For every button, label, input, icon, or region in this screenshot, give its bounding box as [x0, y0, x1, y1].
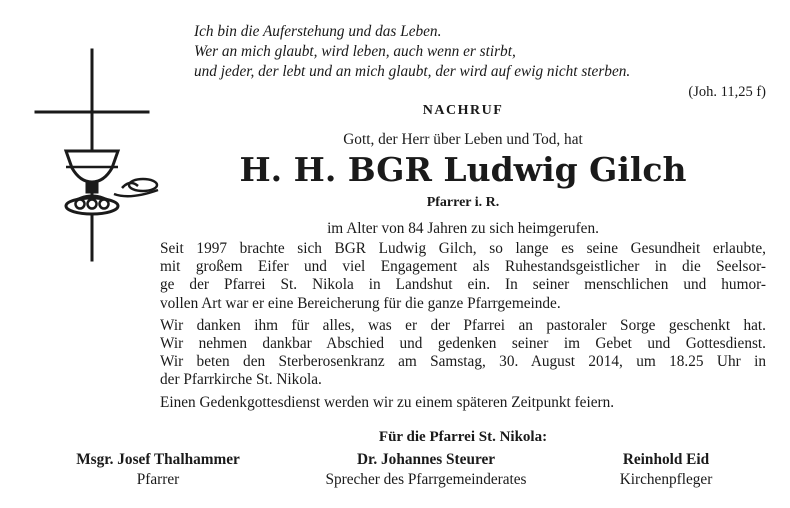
text-line: ge der Pfarrei St. Nikola in Landshut ein. In seiner menschlichen und humor-	[160, 276, 766, 294]
text-line: Wir danken ihm für alles, was er der Pfarrei an pastoraler Sorge geschenkt hat.	[160, 316, 766, 334]
text-line: Wir beten den Sterberosenkranz am Samstag, 30. August 2014, um 18.25 Uhr in	[160, 353, 766, 371]
bible-quote	[194, 22, 766, 102]
signer-name: Dr. Johannes Steurer	[356, 451, 496, 468]
heading-nachruf: NACHRUF	[422, 103, 504, 118]
signatures-heading: Für die Pfarrei St. Nikola:	[378, 429, 548, 445]
age-line: im Alter von 84 Jahren zu sich heimgerufen.	[327, 220, 599, 237]
paragraph	[160, 317, 766, 390]
text-line: vollen Art war er eine Bereicherung für die ganze Pfarrgemeinde.	[160, 294, 561, 312]
text-line: der Pfarrkirche St. Nikola.	[160, 371, 322, 389]
quote-line: und jeder, der lebt und an mich glaubt, der wird auf ewig nicht sterben.	[194, 63, 631, 80]
deceased-title: Pfarrer i. R.	[426, 195, 500, 210]
text-line: mit großem Eifer und viel Engagement als Ruhestandsgeistlicher in die Seelsor-	[160, 258, 766, 276]
signature-thalhammer	[50, 450, 266, 490]
quote-line: Ich bin die Auferstehung und das Leben.	[194, 23, 442, 40]
signer-name: Reinhold Eid	[622, 451, 710, 468]
paragraph	[160, 240, 766, 313]
signer-role: Kirchenpfleger	[619, 471, 713, 488]
signature-steurer	[288, 450, 564, 490]
obituary-body	[160, 240, 766, 416]
signer-name: Msgr. Josef Thalhammer	[76, 451, 240, 468]
cross-chalice-bread-icon	[30, 48, 165, 263]
signer-role: Pfarrer	[136, 471, 180, 488]
signature-eid	[586, 450, 746, 490]
quote-source: (Joh. 11,25 f)	[688, 84, 766, 100]
deceased-name: H. H. BGR Ludwig Gilch	[239, 150, 687, 189]
text-line: Wir nehmen dankbar Abschied und gedenken seiner im Gebet und Gottesdienst.	[160, 335, 766, 353]
intro-line: Gott, der Herr über Leben und Tod, hat	[343, 131, 583, 148]
text-line: Seit 1997 brachte sich BGR Ludwig Gilch, so lange es seine Gesundheit erlaubte,	[160, 240, 766, 257]
text-line: Einen Gedenkgottesdienst werden wir zu einem späteren Zeitpunkt feiern.	[160, 393, 615, 411]
signer-role: Sprecher des Pfarrgemeinderates	[325, 471, 527, 488]
quote-line: Wer an mich glaubt, wird leben, auch wenn er stirbt,	[194, 43, 516, 60]
paragraph	[160, 394, 766, 412]
